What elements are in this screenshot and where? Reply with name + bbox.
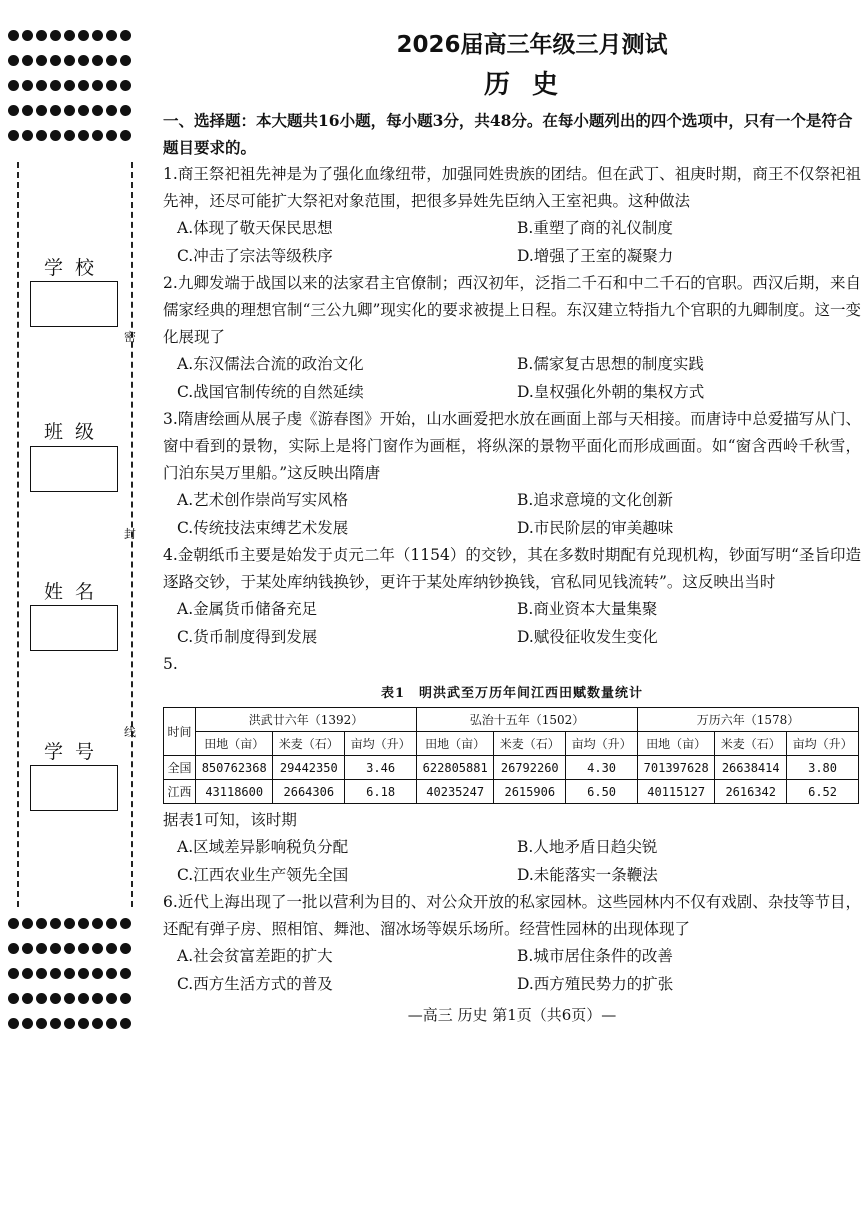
dot: [50, 80, 61, 91]
table-cell: 26792260: [494, 756, 566, 780]
dot: [78, 918, 89, 929]
dot: [106, 993, 117, 1004]
dot: [78, 943, 89, 954]
row-label: 江西: [164, 780, 196, 804]
option-b[interactable]: B.商业资本大量集聚: [517, 600, 658, 618]
dot: [64, 943, 75, 954]
option-c[interactable]: C.江西农业生产领先全国: [177, 865, 349, 884]
dot: [64, 968, 75, 979]
table-header-row: [164, 708, 859, 732]
class-label: 班级: [43, 421, 106, 443]
dot-row: [8, 939, 134, 958]
dot: [8, 943, 19, 954]
option-c[interactable]: C.传统技法束缚艺术发展: [177, 518, 349, 537]
table-row: [164, 780, 859, 804]
sub-header-avg: 亩均（升）: [566, 732, 638, 756]
dot: [36, 918, 47, 929]
dot: [92, 80, 103, 91]
sub-header-avg: 亩均（升）: [345, 732, 417, 756]
dot: [78, 130, 89, 141]
dot: [106, 80, 117, 91]
dot: [120, 130, 131, 141]
dot: [64, 130, 75, 141]
dot: [120, 918, 131, 929]
option-a[interactable]: A.金属货币储备充足: [177, 600, 318, 618]
dot: [120, 993, 131, 1004]
dot-row: [8, 51, 134, 70]
student-id-field[interactable]: [30, 765, 118, 811]
table-cell: 6.52: [787, 780, 859, 804]
section-heading: 一、选择题：本大题共16小题，每小题3分，共48分。在每小题列出的四个选项中，只有一个是符合题目要求的。: [163, 111, 853, 157]
dot: [8, 968, 19, 979]
option-c[interactable]: C.冲击了宗法等级秩序: [177, 246, 333, 265]
option-d[interactable]: D.皇权强化外朝的集权方式: [517, 382, 705, 401]
table-cell: 850762368: [196, 756, 273, 780]
sub-header-land: 田地（亩）: [417, 732, 494, 756]
question-4: [163, 542, 861, 651]
exam-title: 2026届高三年级三月测试: [396, 32, 668, 58]
question-1: [163, 161, 861, 270]
dot: [36, 55, 47, 66]
bottom-dot-pattern: [8, 914, 134, 1039]
dot: [92, 1018, 103, 1029]
dot: [78, 30, 89, 41]
page-footer: —高三 历史 第1页（共6页）—: [407, 1006, 617, 1024]
dot: [64, 30, 75, 41]
option-a[interactable]: A.区域差异影响税负分配: [177, 838, 349, 856]
option-b[interactable]: B.城市居住条件的改善: [517, 947, 673, 965]
dot: [50, 943, 61, 954]
dot: [22, 130, 33, 141]
dot-row: [8, 1014, 134, 1033]
dot-row: [8, 26, 134, 45]
name-label: 姓名: [43, 581, 106, 603]
option-d[interactable]: D.增强了王室的凝聚力: [517, 246, 674, 265]
subject-title: 历史: [483, 70, 580, 100]
question-stem: 4.金朝纸币主要是始发于贞元二年（1154）的交钞，其在多数时期配有兑现机构，钞面写明“圣旨印造逐路交钞，于某处库纳钱换钞，更许于某处库纳钞换钱，官私同见钱流转”。这反映出当时: [163, 546, 861, 591]
table-cell: 701397628: [637, 756, 714, 780]
dot: [92, 105, 103, 116]
dot: [92, 130, 103, 141]
dot: [8, 105, 19, 116]
school-label: 学校: [43, 257, 106, 279]
period-header-1502: 弘治十五年（1502）: [417, 708, 638, 732]
dot: [106, 130, 117, 141]
dot: [64, 1018, 75, 1029]
option-d[interactable]: D.未能落实一条鞭法: [517, 865, 658, 884]
dot-row: [8, 964, 134, 983]
top-dot-pattern: [8, 26, 134, 151]
option-a[interactable]: A.社会贫富差距的扩大: [177, 947, 333, 965]
table-title: 表1 明洪武至万历年间江西田赋数量统计: [380, 686, 644, 701]
dot: [120, 105, 131, 116]
question-stem: 据表1可知，该时期: [163, 811, 297, 829]
dot: [92, 968, 103, 979]
sub-header-grain: 米麦（石）: [494, 732, 566, 756]
dot: [50, 105, 61, 116]
dot: [120, 1018, 131, 1029]
table-cell: 2616342: [715, 780, 787, 804]
dot: [64, 918, 75, 929]
dot: [8, 1018, 19, 1029]
table-cell: 40115127: [637, 780, 714, 804]
dot: [120, 30, 131, 41]
table-subheader-row: [164, 732, 859, 756]
dot: [106, 55, 117, 66]
dot: [78, 993, 89, 1004]
question-stem: 6.近代上海出现了一批以营利为目的、对公众开放的私家园林。这些园林内不仅有戏剧、杂技等节目，还配有弹子房、照相馆、舞池、溜冰场等娱乐场所。经营性园林的出现体现了: [163, 893, 861, 938]
dot: [78, 105, 89, 116]
dot: [8, 918, 19, 929]
option-b[interactable]: B.重塑了商的礼仪制度: [517, 219, 673, 237]
option-d[interactable]: D.赋役征收发生变化: [517, 627, 658, 646]
seal-char-xian: 线: [124, 725, 137, 739]
question-6: [163, 889, 861, 998]
dot: [22, 80, 33, 91]
table-cell: 4.30: [566, 756, 638, 780]
dot: [92, 943, 103, 954]
question-5: [163, 651, 861, 889]
dot: [78, 1018, 89, 1029]
dot: [78, 968, 89, 979]
table-cell: 6.50: [566, 780, 638, 804]
dot: [50, 993, 61, 1004]
dot: [78, 55, 89, 66]
table-cell: 622805881: [417, 756, 494, 780]
table-cell: 2615906: [494, 780, 566, 804]
dot: [8, 80, 19, 91]
dot: [106, 943, 117, 954]
table-cell: 29442350: [273, 756, 345, 780]
seal-char-mi: 密: [124, 330, 137, 344]
dot: [22, 918, 33, 929]
question-3: [163, 406, 861, 542]
dot: [120, 968, 131, 979]
dot: [106, 1018, 117, 1029]
dot: [8, 993, 19, 1004]
name-field[interactable]: [30, 605, 118, 651]
period-header-1392: 洪武廿六年（1392）: [196, 708, 417, 732]
dot: [36, 943, 47, 954]
table-cell: 2664306: [273, 780, 345, 804]
dot: [106, 918, 117, 929]
table-cell: 26638414: [715, 756, 787, 780]
option-b[interactable]: B.人地矛盾日趋尖锐: [517, 838, 658, 856]
dot: [36, 130, 47, 141]
dot: [50, 918, 61, 929]
dot: [120, 943, 131, 954]
dot: [22, 55, 33, 66]
dot: [50, 968, 61, 979]
binding-line-left: [17, 162, 19, 907]
table-row: [164, 756, 859, 780]
option-d[interactable]: D.市民阶层的审美趣味: [517, 518, 674, 537]
dot: [92, 30, 103, 41]
dot: [92, 993, 103, 1004]
question-stem: 2.九卿发端于战国以来的法家君主官僚制；西汉初年，泛指二千石和中二千石的官职。西汉后期，来自儒家经典的理想官制“三公九卿”现实化的要求被提上日程。东汉建立特指九个官职的九卿制度。这一变化展现了: [163, 274, 861, 346]
dot: [50, 130, 61, 141]
option-b[interactable]: B.儒家复古思想的制度实践: [517, 355, 704, 373]
dot: [106, 30, 117, 41]
table-cell: 6.18: [345, 780, 417, 804]
question-number: 5.: [163, 655, 178, 673]
option-a[interactable]: A.艺术创作崇尚写实风格: [177, 491, 349, 509]
question-2: [163, 270, 861, 406]
dot: [22, 105, 33, 116]
question-stem: 3.隋唐绘画从展子虔《游春图》开始，山水画爱把水放在画面上部与天相接。而唐诗中总爱描写从门、窗中看到的景物，实际上是将门窗作为画框，将纵深的景物平面化而形成画面。如“窗含西岭千秋雪，门泊东吴万里船。”这反映出隋唐: [163, 410, 861, 482]
dot: [120, 55, 131, 66]
dot-row: [8, 126, 134, 145]
dot: [64, 55, 75, 66]
school-field[interactable]: [30, 281, 118, 327]
dot: [36, 80, 47, 91]
question-stem: 1.商王祭祀祖先神是为了强化血缘纽带，加强同姓贵族的团结。但在武丁、祖庚时期，商王不仅祭祀祖先神，还尽可能扩大祭祀对象范围，把很多异姓先臣纳入王室祀典。这种做法: [163, 165, 861, 210]
dot: [8, 55, 19, 66]
dot: [92, 918, 103, 929]
dot: [106, 105, 117, 116]
dot: [22, 943, 33, 954]
dot: [8, 130, 19, 141]
dot: [78, 80, 89, 91]
col-time-header: 时间: [164, 708, 196, 756]
sub-header-avg: 亩均（升）: [787, 732, 859, 756]
tax-table: [163, 707, 859, 804]
sub-header-land: 田地（亩）: [637, 732, 714, 756]
sub-header-grain: 米麦（石）: [273, 732, 345, 756]
table-cell: 3.46: [345, 756, 417, 780]
dot: [22, 30, 33, 41]
table-cell: 43118600: [196, 780, 273, 804]
option-b[interactable]: B.追求意境的文化创新: [517, 491, 673, 509]
option-a[interactable]: A.体现了敬天保民思想: [177, 219, 333, 237]
dot: [22, 968, 33, 979]
dot-row: [8, 914, 134, 933]
class-field[interactable]: [30, 446, 118, 492]
option-a[interactable]: A.东汉儒法合流的政治文化: [177, 355, 364, 373]
seal-char-feng: 封: [124, 527, 137, 541]
sub-header-grain: 米麦（石）: [715, 732, 787, 756]
dot: [50, 1018, 61, 1029]
option-c[interactable]: C.西方生活方式的普及: [177, 974, 333, 993]
dot: [64, 993, 75, 1004]
table-cell: 3.80: [787, 756, 859, 780]
dot: [106, 968, 117, 979]
dot: [64, 105, 75, 116]
option-c[interactable]: C.战国官制传统的自然延续: [177, 382, 364, 401]
dot: [50, 55, 61, 66]
period-header-1578: 万历六年（1578）: [637, 708, 858, 732]
exam-content: [163, 26, 861, 1025]
dot: [92, 55, 103, 66]
dot-row: [8, 76, 134, 95]
option-d[interactable]: D.西方殖民势力的扩张: [517, 974, 674, 993]
dot: [36, 30, 47, 41]
dot: [64, 80, 75, 91]
dot-row: [8, 989, 134, 1008]
dot: [36, 105, 47, 116]
dot: [22, 993, 33, 1004]
dot-row: [8, 101, 134, 120]
sub-header-land: 田地（亩）: [196, 732, 273, 756]
dot: [22, 1018, 33, 1029]
dot: [50, 30, 61, 41]
dot: [36, 1018, 47, 1029]
dot: [8, 30, 19, 41]
dot: [120, 80, 131, 91]
table-cell: 40235247: [417, 780, 494, 804]
row-label: 全国: [164, 756, 196, 780]
student-id-label: 学号: [43, 741, 106, 763]
dot: [36, 993, 47, 1004]
dot: [36, 968, 47, 979]
option-c[interactable]: C.货币制度得到发展: [177, 627, 318, 646]
